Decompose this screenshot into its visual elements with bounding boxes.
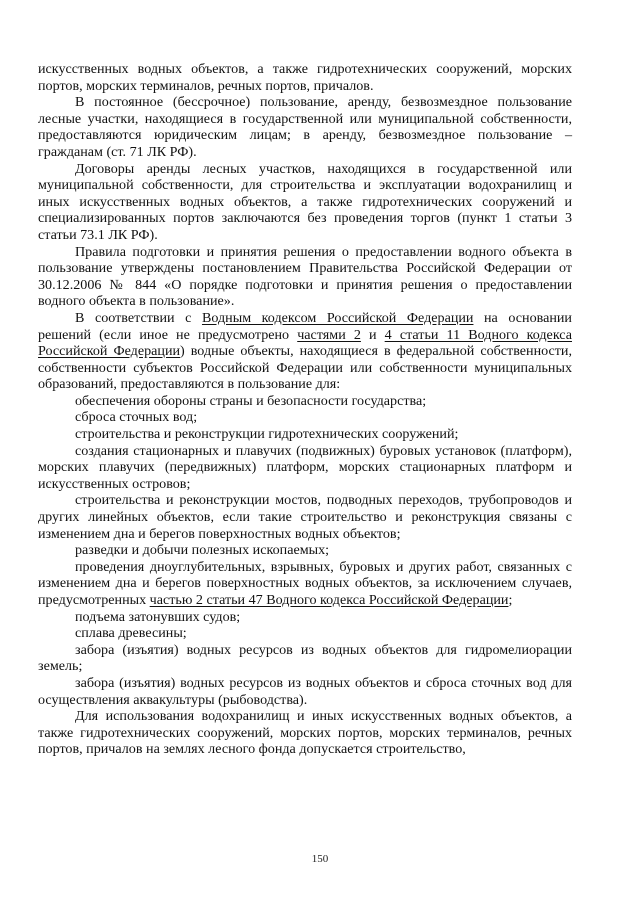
list-item: строительства и реконструкции гидротехнических сооружений; [75,426,459,443]
text-run: и [360,326,385,343]
list-item [38,559,572,609]
article-47-link[interactable]: частью 2 статьи 47 Водного кодекса Российской Федерации [149,592,509,608]
text-run: В соответствии с [75,309,202,326]
list-item: строительства и реконструкции мостов, подводных переходов, трубопроводов и других линейных объектов, если такие строительство и реконструкция связаны с изменением дна и берегов поверхностных водных объектов; [38,492,572,542]
list-item: забора (изъятия) водных ресурсов из водных объектов и сброса сточных вод для осуществления аквакультуры (рыбоводства). [38,674,572,708]
paragraph: В постоянное (бессрочное) пользование, аренду, безвозмездное пользование лесные участки, находящиеся в государственной или муниципальной собственности, предоставляются юридическим лицам; в аренду, безвозмездное пользование – гражданам (ст. 71 ЛК РФ). [38,94,572,160]
text-run: ) водные объекты, находящиеся в федеральной собственности, собственности субъектов Российской Федерации или собственности муниципальных образований, предоставляются в пользование для: [38,343,572,393]
article-11-link[interactable]: 4 статьи 11 Водного кодекса Российской Федерации [38,326,572,360]
text-run: проведения дноуглубительных, взрывных, буровых и других работ, связанных с изменением дна и берегов поверхностных водных объектов, за исключением случаев, предусмотренных [38,558,572,608]
water-code-link[interactable]: Водным кодексом Российской Федерации [201,309,474,326]
paragraph: Правила подготовки и принятия решения о предоставлении водного объекта в пользование утверждены постановлением Правительства Российской Федерации от 30.12.2006 № 844 «О порядке подготовки и принятия решения о предоставлении водного объекта в пользование». [38,243,572,310]
paragraph: Для использования водохранилищ и иных искусственных водных объектов, а также гидротехнических сооружений, морских портов, морских терминалов, речных портов, причалов на землях лесного фонда допускается строительство, [38,708,572,758]
paragraph: Договоры аренды лесных участков, находящихся в государственной или муниципальной собственности, для строительства и эксплуатации водохранилищ и иных искусственных водных объектов, а также гидротехнических сооружений и специализированных портов заключаются без проведения торгов (пункт 1 статьи 3 статьи 73.1 ЛК РФ). [38,160,572,243]
list-item: сплава древесины; [75,625,187,642]
paragraph: искусственных водных объектов, а также гидротехнических сооружений, морских портов, морских терминалов, речных портов, причалов. [38,61,572,94]
parts-2-link[interactable]: частями 2 [297,326,361,343]
list-item: разведки и добычи полезных ископаемых; [75,542,330,559]
text-run: на основании решений (если иное не предусмотрено [38,309,572,343]
text-run: ; [508,592,513,608]
page-number: 150 [311,853,329,865]
list-item: обеспечения обороны страны и безопасности государства; [75,392,427,409]
list-item: создания стационарных и плавучих (подвижных) буровых установок (платформ), морских плавучих (передвижных) платформ, морских стационарных платформ и искусственных островов; [38,442,572,492]
list-item: забора (изъятия) водных ресурсов из водных объектов для гидромелиорации земель; [38,641,572,675]
list-item: сброса сточных вод; [75,409,198,426]
list-item: подъема затонувших судов; [75,608,241,625]
paragraph [38,310,572,393]
document-page [38,61,572,758]
